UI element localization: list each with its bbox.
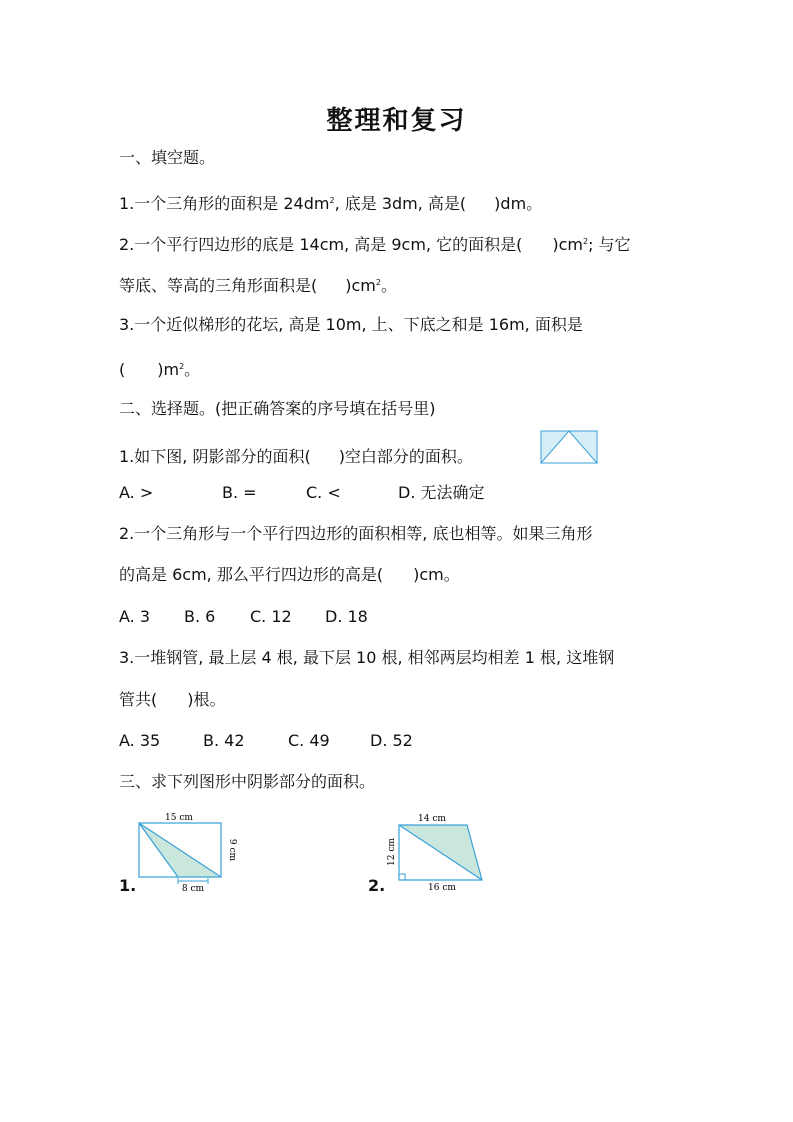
question-text: )dm。: [494, 194, 543, 213]
option-b[interactable]: B. 42: [203, 731, 245, 750]
question-number: 2.: [119, 524, 135, 543]
question-text: 一个三角形的面积是 24dm: [134, 194, 330, 213]
question-1-1: [119, 191, 542, 214]
question-text: 一堆钢管, 最上层 4 根, 最下层 10 根, 相邻两层均相差 1 根, 这堆钢: [134, 648, 615, 667]
figure-2-side-label: 12 cm: [387, 838, 397, 866]
figure-2-number: 2.: [368, 876, 386, 895]
question-text: 一个平行四边形的底是 14cm, 高是 9cm, 它的面积是(: [134, 235, 523, 254]
question-2-1: [119, 447, 473, 467]
option-d[interactable]: D. 18: [325, 607, 368, 626]
figure-2-trapezoid-diagram: [382, 810, 494, 894]
figure-1-rectangle-diagram: [130, 810, 245, 894]
question-text: 等底、等高的三角形面积是(: [119, 276, 318, 295]
triangle-in-rectangle-figure: [540, 430, 598, 464]
question-1-2-line1: [119, 232, 631, 255]
question-text: )cm。: [413, 565, 460, 584]
question-text: 。: [380, 276, 397, 295]
question-text: )空白部分的面积。: [338, 447, 473, 466]
question-text: 如下图, 阴影部分的面积(: [134, 447, 311, 466]
question-text: 管共(: [119, 690, 158, 709]
option-b[interactable]: B. =: [222, 483, 257, 502]
section3-heading: 三、求下列图形中阴影部分的面积。: [119, 772, 376, 791]
superscript: 2: [329, 196, 335, 205]
section1-heading: 一、填空题。: [119, 148, 216, 167]
question-text: 一个近似梯形的花坛, 高是 10m, 上、下底之和是 16m, 面积是: [134, 315, 583, 334]
question-number: 1.: [119, 447, 135, 466]
superscript: 2: [179, 362, 185, 371]
question-text: )cm: [552, 235, 583, 254]
page-title: 整理和复习: [326, 106, 467, 136]
question-1-2-line2: [119, 273, 397, 296]
right-angle-marker: [399, 874, 405, 880]
question-2-2-line1: [119, 524, 592, 544]
question-number: 1.: [119, 194, 135, 213]
question-number: 3.: [119, 648, 135, 667]
question-2-2-line2: [119, 565, 460, 585]
option-a[interactable]: A. 35: [119, 731, 161, 750]
question-text: ; 与它: [588, 235, 631, 254]
figure-2-top-label: 14 cm: [418, 814, 446, 824]
question-text: 一个三角形与一个平行四边形的面积相等, 底也相等。如果三角形: [134, 524, 593, 543]
section2-heading: 二、选择题。(把正确答案的序号填在括号里): [119, 399, 436, 418]
option-a[interactable]: A. 3: [119, 607, 151, 626]
question-number: 2.: [119, 235, 135, 254]
figure-1-number: 1.: [119, 876, 137, 895]
question-1-3-line2: [119, 357, 200, 380]
question-text: 的高是 6cm, 那么平行四边形的高是(: [119, 565, 384, 584]
superscript: 2: [375, 278, 381, 287]
figure-1-top-label: 15 cm: [165, 813, 193, 823]
question-text: )根。: [187, 690, 226, 709]
figure-2-bottom-label: 16 cm: [428, 883, 456, 893]
option-c[interactable]: C. 12: [250, 607, 292, 626]
option-d[interactable]: D. 无法确定: [398, 483, 485, 502]
option-a[interactable]: A. >: [119, 483, 154, 502]
option-d[interactable]: D. 52: [370, 731, 413, 750]
question-text: )m: [157, 360, 180, 379]
question-text: )cm: [345, 276, 376, 295]
question-number: 3.: [119, 315, 135, 334]
question-2-3-line1: [119, 648, 614, 668]
question-text: (: [119, 360, 126, 379]
option-c[interactable]: C. <: [306, 483, 341, 502]
question-2-3-line2: [119, 690, 226, 710]
question-text: , 底是 3dm, 高是(: [334, 194, 467, 213]
question-text: 。: [184, 360, 201, 379]
option-c[interactable]: C. 49: [288, 731, 330, 750]
superscript: 2: [582, 237, 589, 246]
option-b[interactable]: B. 6: [184, 607, 216, 626]
figure-1-side-label: 9 cm: [227, 838, 237, 862]
question-1-3-line1: [119, 315, 583, 335]
figure-1-bottom-label: 8 cm: [181, 884, 205, 894]
